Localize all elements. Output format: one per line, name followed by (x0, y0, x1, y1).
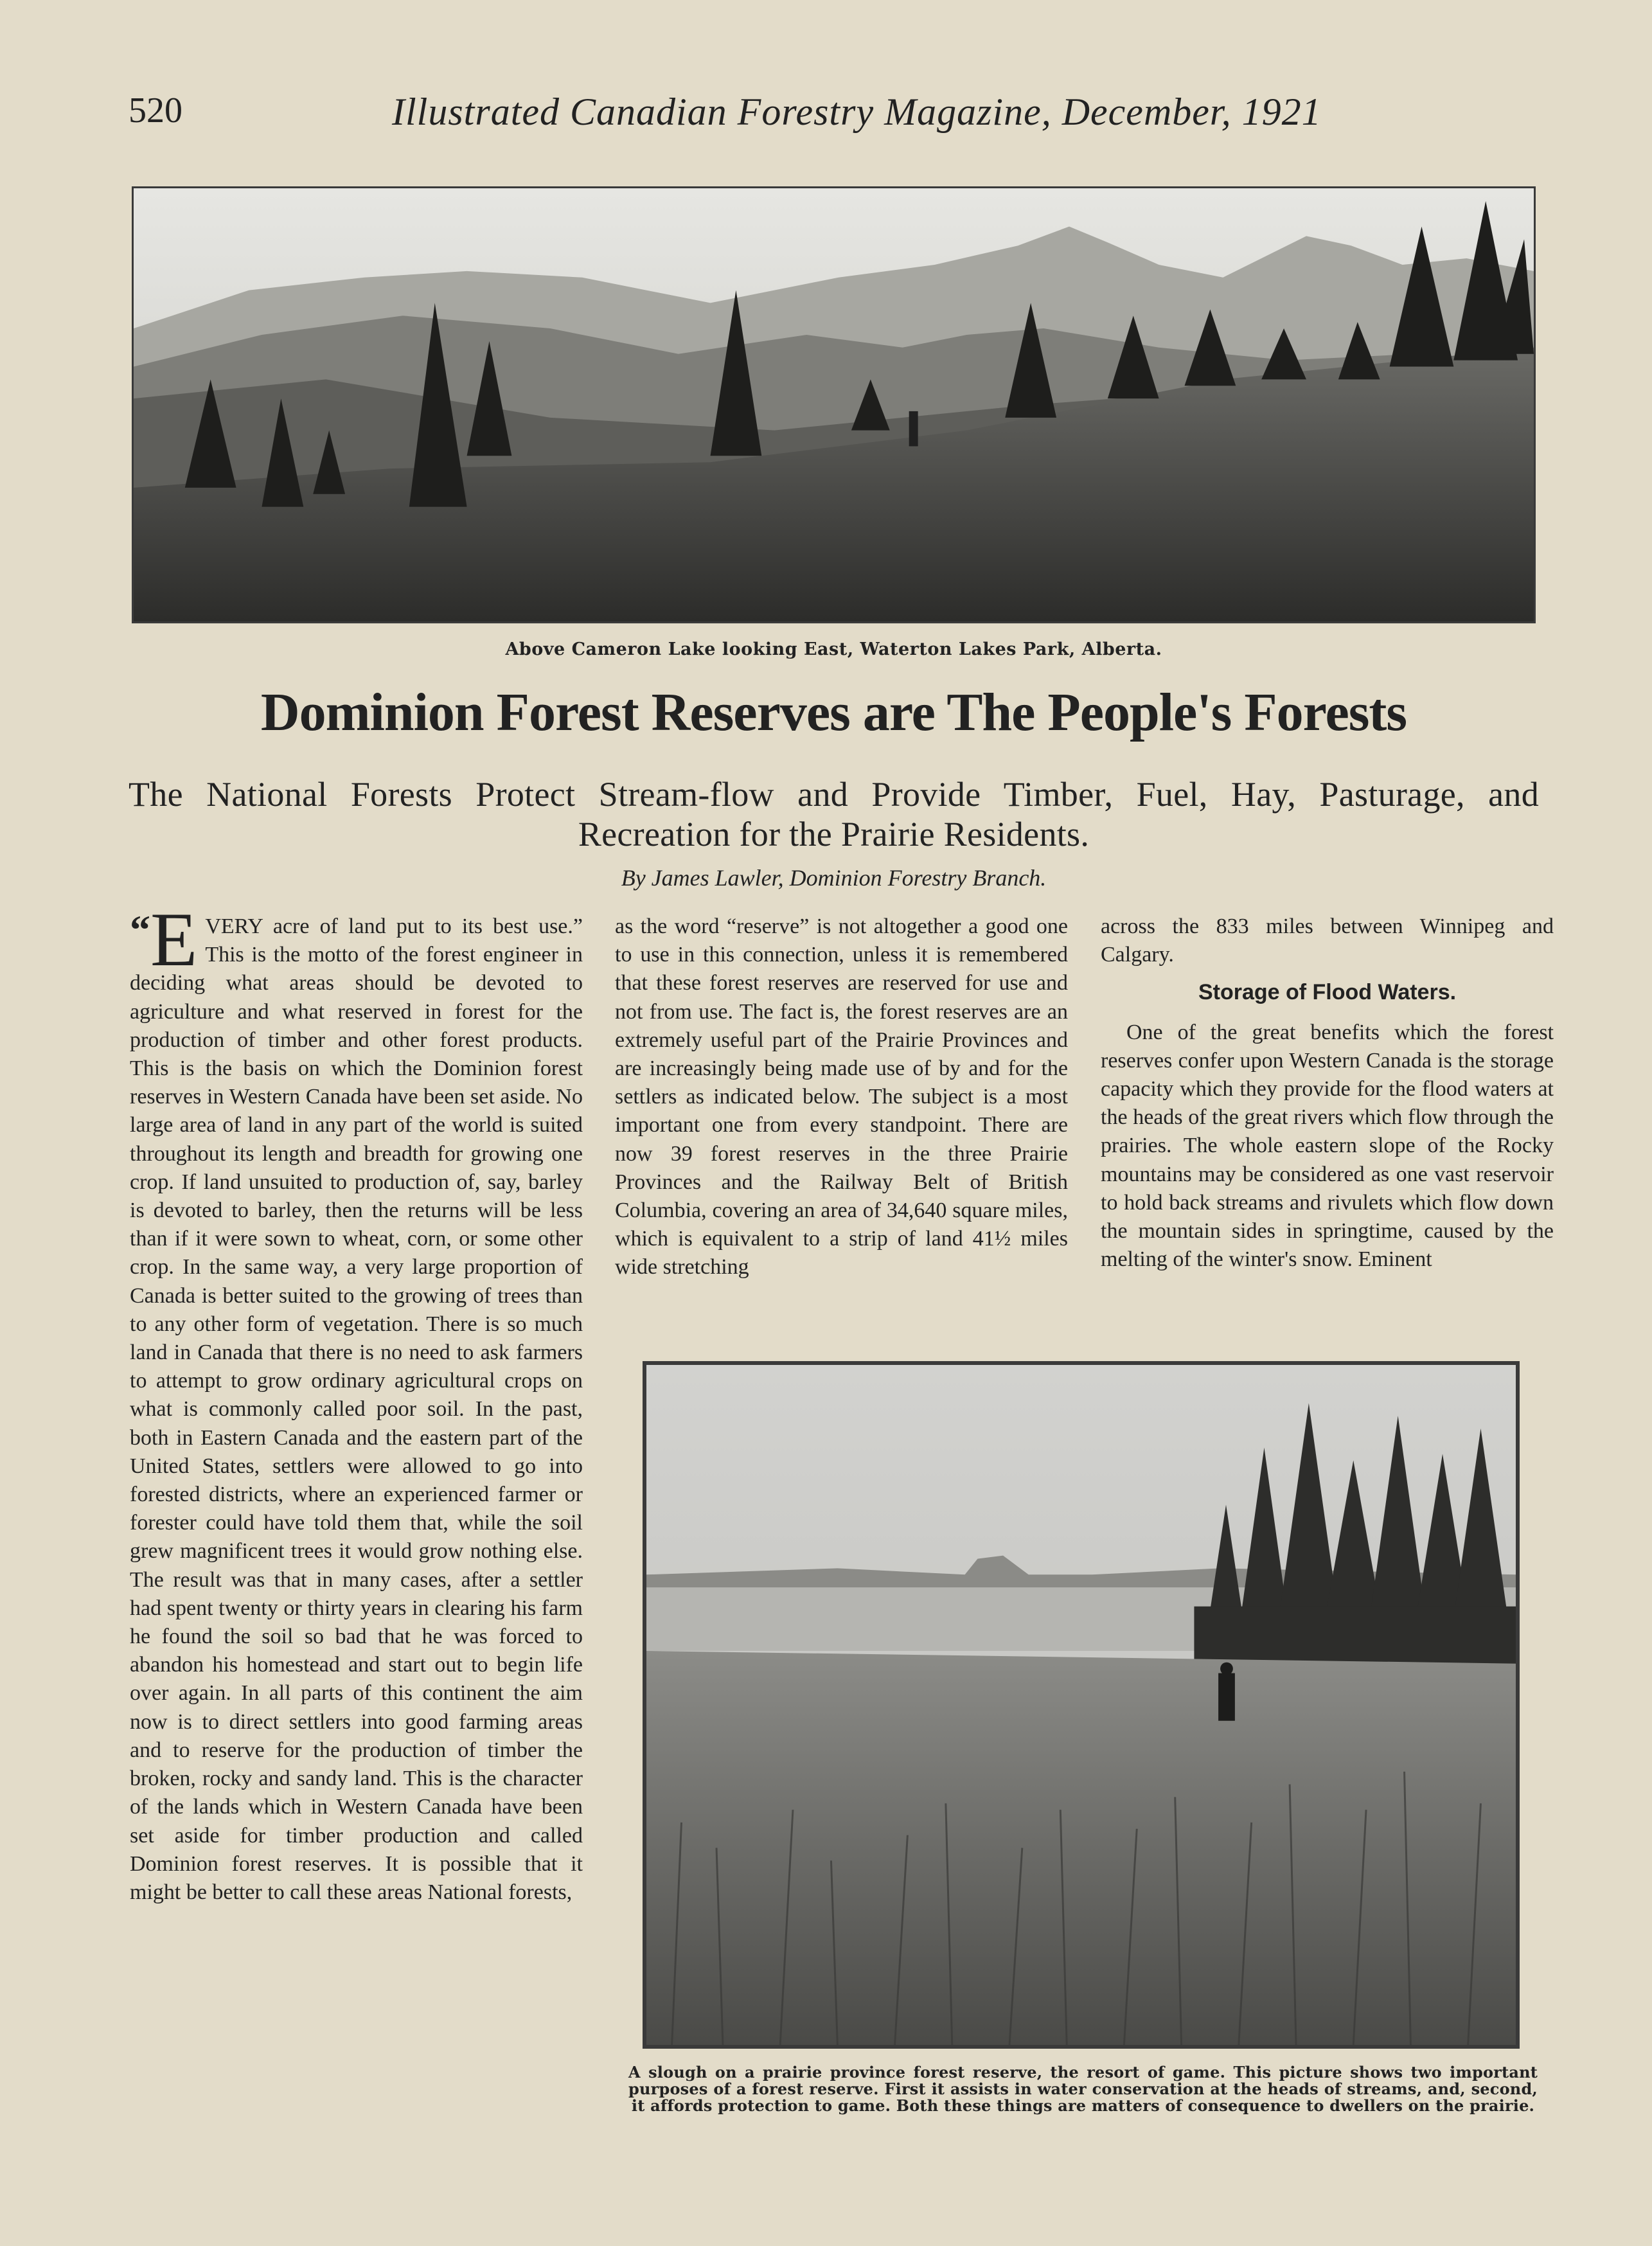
column-2-text: as the word “reserve” is not altogether a good one to use in this connection, unless it is remembered that these forest reserves are reserved for use and not from use. The fact is, the forest reserves are an extremely useful part of the Prairie Provinces and are increasingly being made use of by and for the settlers as indicated below. The subject is a most important one from every standpoint. There are now 39 forest reserves in the three Prairie Provinces and the Railway Belt of British Columbia, covering an area of 34,640 square miles, which is equivalent to a strip of land 41½ miles wide stretching (615, 914, 1068, 1279)
column-3-text-a: across the 833 miles between Winnipeg and Calgary. (1101, 914, 1554, 967)
slough-illustration (646, 1365, 1516, 2045)
opening-quote: “ (130, 907, 150, 952)
drop-cap-letter: E (150, 896, 198, 982)
article-subheadline: The National Forests Protect Stream-flow and Provide Timber, Fuel, Hay, Pasturage, and Recreation for the Prairie Residents. (129, 775, 1539, 853)
page-number: 520 (129, 91, 182, 130)
column-3-text-b: One of the great benefits which the forest reserves confer upon Western Canada is the storage capacity which they provide for the flood waters at the heads of the great rivers which flow through the prairies. The whole eastern slope of the Rocky mountains may be considered as one vast reservoir to hold back streams and rivulets which flow down the mountain sides in springtime, caused by the melting of the winter's snow. Eminent (1101, 1020, 1554, 1272)
drop-cap-block (130, 896, 198, 982)
running-title: Illustrated Canadian Forestry Magazine, December, 1921 (392, 91, 1322, 133)
page-header (129, 90, 1523, 141)
slough-photo (643, 1361, 1520, 2049)
article-column-1 (130, 896, 583, 2134)
mountain-landscape-illustration (134, 188, 1534, 621)
article-byline: By James Lawler, Dominion Forestry Branch. (621, 865, 1047, 891)
article-headline: Dominion Forest Reserves are The People's Forests (260, 682, 1407, 742)
column-1-text: VERY acre of land put to its best use.” This is the motto of the forest engineer in deciding what areas should be devoted to agriculture and what reserved in forest for the production of timber and other forest products. This is the basis on which the Dominion forest reserves in Western Canada have been set aside. No large area of land in any part of the world is suited throughout its length and breadth for growing one crop. If land unsuited to production of, say, barley is devoted to barley, then the returns will be less than if it were sown to wheat, corn, or some other crop. In the same way, a very large proportion of Canada is better suited to the growing of trees than to any other form of vegetation. There is so much land in Canada that there is no need to ask farmers to attempt to grow ordinary agricultural crops on what is commonly called poor soil. In the past, both in Eastern Canada and the eastern part of the United States, settlers were allowed to go into forested districts, where an experienced farmer or forester could have told them that, while the soil grew magnificent trees it would grow nothing else. The result was that in many cases, after a settler had spent twenty or thirty years in clearing his farm he found the soil so bad that he was forced to abandon his homestead and start out to begin life over again. In all parts of this continent the aim now is to direct settlers into good farming areas and to reserve for the production of timber the broken, rocky and sandy land. This is the character of the lands which in Western Canada have been set aside for timber production and called Dominion forest reserves. It is possible that it might be better to call these areas National forests, (130, 914, 583, 1904)
section-heading-flood-waters: Storage of Flood Waters. (1198, 980, 1457, 1005)
article-column-2 (615, 913, 1068, 1337)
top-photo-caption: Above Cameron Lake looking East, Waterton Lakes Park, Alberta. (505, 639, 1162, 659)
bottom-photo-caption: A slough on a prairie province forest reserve, the resort of game. This picture shows two important purposes of a forest reserve. First it assists in water conservation at the heads of streams, and, second, it affords protection to game. Both these things are matters of consequence to dwellers on the prairie. (628, 2063, 1538, 2115)
mountain-landscape-photo (132, 186, 1536, 623)
article-column-3 (1101, 913, 1554, 1337)
